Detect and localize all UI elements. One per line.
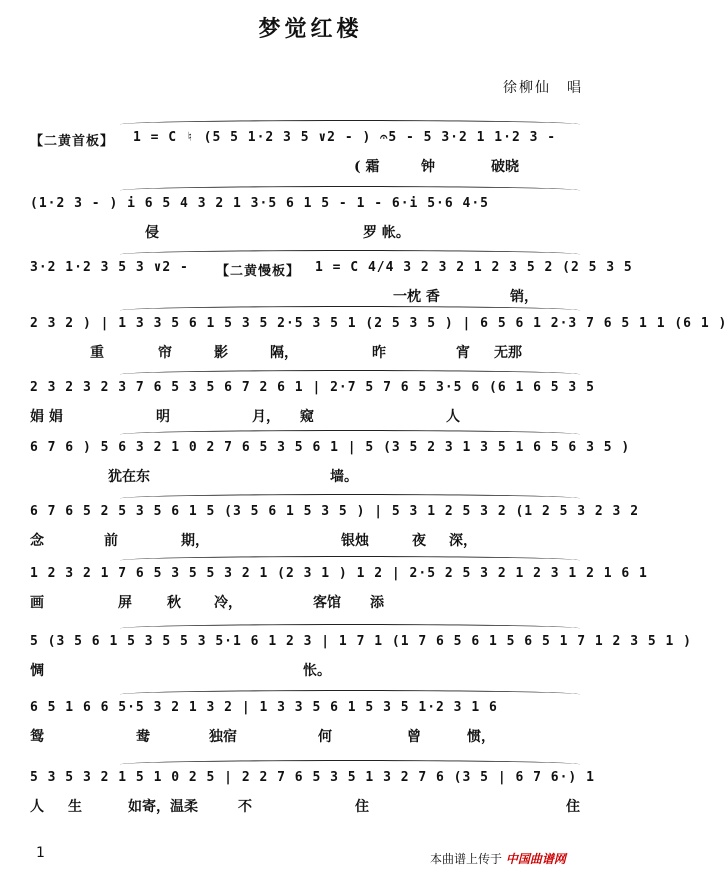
lyric-word: 娟 娟: [30, 409, 63, 425]
notation-segment: 6 7 6 ) 5 6 3 2 1 0 2 7 6 5 3 5 6 1 | 5 (3 5 2 3 1 3 5 1 6 5 6 3 5 ): [30, 440, 631, 455]
lyric-word: 住: [355, 799, 369, 815]
footer-text: 本曲谱上传于: [430, 852, 503, 866]
lyric-word: 怅。: [303, 663, 331, 679]
slur-mark: [120, 186, 580, 195]
lyric-word: 冷，: [214, 595, 242, 611]
notation-segment: 3·2 1·2 3 5 3 ∨2 -: [30, 260, 189, 275]
notation-segment: 2 3 2 3 2 3 7 6 5 3 5 6 7 2 6 1 | 2·7 5 7 6 5 3·5 6 (6 1 6 5 3 5: [30, 380, 595, 395]
footer-credit: [430, 850, 566, 867]
lyric-word: 昨: [372, 345, 386, 361]
slur-mark: [120, 690, 580, 699]
notation-segment: 5 (3 5 6 1 5 3 5 5 3 5·1 6 1 2 3 | 1 7 1 (1 7 6 5 6 1 5 6 5 1 7 1 2 3 5 1 ): [30, 634, 692, 649]
notation-segment: 6 5 1 6 6 5·5 3 2 1 3 2 | 1 3 3 5 6 1 5 3 5 1·2 3 1 6: [30, 700, 498, 715]
page-title: 梦觉红楼: [258, 16, 363, 42]
slur-mark: [120, 760, 580, 769]
slur-mark: [120, 556, 580, 565]
notation-segment: (1·2 3 - ) i 6 5 4 3 2 1 3·5 6 1 5 - 1 - 6·i 5·6 4·5: [30, 196, 489, 211]
lyric-word: 生: [68, 799, 82, 815]
notation-segment: 1 2 3 2 1 7 6 5 3 5 5 3 2 1 (2 3 1 ) 1 2 | 2·5 2 5 3 2 1 2 3 1 2 1 6 1: [30, 566, 648, 581]
notation-segment: 1 = C ♮ (5 5 1·2 3 5 ∨2 - ) 𝄐5 - 5 3·2 1 1·2 3 -: [133, 130, 557, 145]
lyric-word: 深，: [449, 533, 477, 549]
lyric-word: 银烛: [341, 533, 369, 549]
lyric-word: 罗 帐。: [363, 225, 410, 241]
lyric-word: 独宿: [209, 729, 237, 745]
notation-segment: 【二黄慢板】: [216, 264, 301, 279]
lyric-word: 人: [30, 799, 44, 815]
lyric-word: 影: [214, 345, 228, 361]
lyric-word: 鸳: [30, 729, 44, 745]
lyric-word: 墙。: [330, 469, 358, 485]
slur-mark: [120, 306, 580, 315]
lyric-word: 月，: [252, 409, 280, 425]
lyric-word: 惯，: [467, 729, 495, 745]
lyric-word: 期，: [181, 533, 209, 549]
lyric-word: 隔，: [270, 345, 298, 361]
lyric-word: 屏: [118, 595, 132, 611]
notation-segment: 2 3 2 ) | 1 3 3 5 6 1 5 3 5 2·5 3 5 1 (2 5 3 5 ) | 6 5 6 1 2·3 7 6 5 1 1 (6 1 ): [30, 316, 727, 331]
singer-credit: 徐柳仙 唱: [503, 80, 583, 96]
lyric-word: 不: [238, 799, 252, 815]
lyric-word: 添: [370, 595, 384, 611]
lyric-word: 破晓: [491, 159, 519, 175]
slur-mark: [120, 430, 580, 439]
lyric-word: 帘: [158, 345, 172, 361]
lyric-word: 秋: [167, 595, 181, 611]
lyric-word: 犹在东: [108, 469, 150, 485]
lyric-word: 人: [446, 409, 460, 425]
lyric-word: 前: [104, 533, 118, 549]
notation-segment: 6 7 6 5 2 5 3 5 6 1 5 (3 5 6 1 5 3 5 ) | 5 3 1 2 5 3 2 (1 2 5 3 2 3 2: [30, 504, 640, 519]
slur-mark: [120, 370, 580, 379]
lyric-word: 惆: [30, 663, 44, 679]
lyric-word: 明: [156, 409, 170, 425]
slur-mark: [120, 250, 580, 259]
lyric-word: 重: [90, 345, 104, 361]
notation-segment: 1 = C 4/4 3 2 3 2 1 2 3 5 2 (2 5 3 5: [315, 260, 633, 275]
site-logo: 中国曲谱网: [505, 852, 566, 866]
lyric-word: 鸯: [136, 729, 150, 745]
lyric-word: 夜: [412, 533, 426, 549]
notation-segment: 【二黄首板】: [30, 134, 115, 149]
lyric-word: 侵: [145, 225, 159, 241]
lyric-word: 念: [30, 533, 44, 549]
lyric-word: 画: [30, 595, 44, 611]
slur-mark: [120, 494, 580, 503]
lyric-word: ( 霜: [354, 159, 380, 175]
lyric-word: 客馆: [313, 595, 341, 611]
lyric-word: 一枕 香: [393, 289, 440, 305]
lyric-word: 如寄，温柔: [128, 799, 198, 815]
lyric-word: 钟: [421, 159, 435, 175]
lyric-word: 住: [566, 799, 580, 815]
notation-segment: 5 3 5 3 2 1 5 1 0 2 5 | 2 2 7 6 5 3 5 1 3 2 7 6 (3 5 | 6 7 6·) 1: [30, 770, 595, 785]
slur-mark: [120, 120, 580, 129]
lyric-word: 宵: [456, 345, 470, 361]
lyric-word: 何: [318, 729, 332, 745]
lyric-word: 销，: [510, 289, 538, 305]
page-number: 1: [36, 845, 45, 861]
lyric-word: 无那: [494, 345, 522, 361]
lyric-word: 窥: [300, 409, 314, 425]
slur-mark: [120, 624, 580, 633]
lyric-word: 曾: [407, 729, 421, 745]
